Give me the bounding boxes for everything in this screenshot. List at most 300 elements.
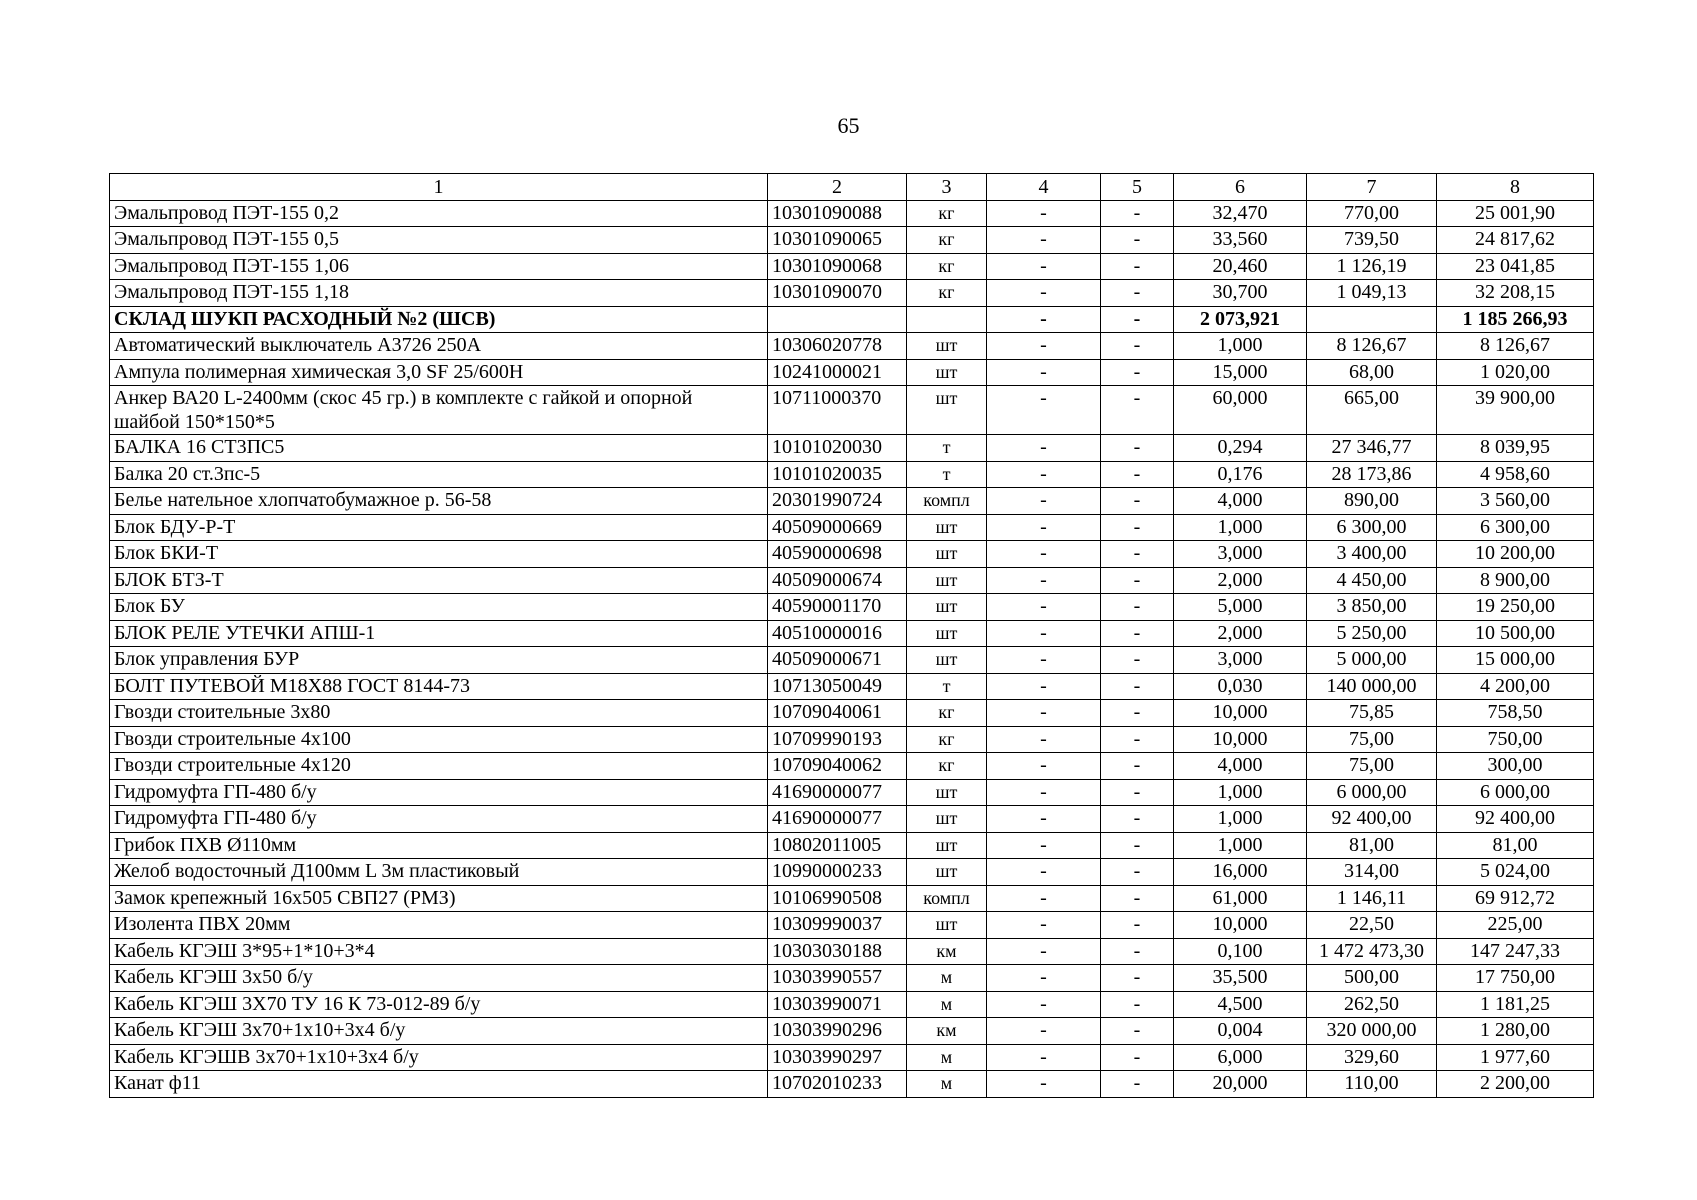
page-number: 65 bbox=[837, 113, 860, 138]
table-row bbox=[110, 333, 1594, 360]
item-code-cell: 10303990557 bbox=[768, 965, 907, 992]
quantity-cell: 0,176 bbox=[1174, 461, 1307, 488]
unit-cell: шт bbox=[907, 541, 987, 568]
col5-cell: - bbox=[1101, 885, 1174, 912]
unit-cell: шт bbox=[907, 912, 987, 939]
quantity-cell: 2,000 bbox=[1174, 567, 1307, 594]
item-code-cell: 10101020035 bbox=[768, 461, 907, 488]
table-row bbox=[110, 541, 1594, 568]
unit-cell: кг bbox=[907, 280, 987, 307]
col4-cell: - bbox=[987, 753, 1101, 780]
quantity-cell: 1,000 bbox=[1174, 333, 1307, 360]
item-name-cell: СКЛАД ШУКП РАСХОДНЫЙ №2 (ШСВ) bbox=[110, 306, 768, 333]
sum-cell: 39 900,00 bbox=[1437, 386, 1594, 435]
item-name-cell: Эмальпровод ПЭТ-155 0,2 bbox=[110, 200, 768, 227]
table-body bbox=[110, 200, 1594, 1097]
col5-cell: - bbox=[1101, 938, 1174, 965]
unit-cell: шт bbox=[907, 333, 987, 360]
item-code-cell: 10709040062 bbox=[768, 753, 907, 780]
col5-cell: - bbox=[1101, 594, 1174, 621]
price-cell: 110,00 bbox=[1307, 1071, 1437, 1098]
table-row bbox=[110, 253, 1594, 280]
price-cell: 1 049,13 bbox=[1307, 280, 1437, 307]
item-name-cell: Блок БКИ-Т bbox=[110, 541, 768, 568]
price-cell: 1 146,11 bbox=[1307, 885, 1437, 912]
sum-cell: 1 280,00 bbox=[1437, 1018, 1594, 1045]
item-code-cell: 10306020778 bbox=[768, 333, 907, 360]
item-name-cell: Кабель КГЭШ 3х50 б/у bbox=[110, 965, 768, 992]
quantity-cell: 60,000 bbox=[1174, 386, 1307, 435]
header-cell-5: 5 bbox=[1101, 174, 1174, 201]
table-row bbox=[110, 594, 1594, 621]
price-cell: 739,50 bbox=[1307, 227, 1437, 254]
price-cell: 314,00 bbox=[1307, 859, 1437, 886]
price-cell: 4 450,00 bbox=[1307, 567, 1437, 594]
quantity-cell: 1,000 bbox=[1174, 806, 1307, 833]
unit-cell: т bbox=[907, 673, 987, 700]
col5-cell: - bbox=[1101, 333, 1174, 360]
item-code-cell: 40509000669 bbox=[768, 514, 907, 541]
price-cell: 27 346,77 bbox=[1307, 435, 1437, 462]
quantity-cell: 10,000 bbox=[1174, 700, 1307, 727]
header-cell-1: 1 bbox=[110, 174, 768, 201]
item-code-cell: 10711000370 bbox=[768, 386, 907, 435]
quantity-cell: 4,000 bbox=[1174, 488, 1307, 515]
price-cell bbox=[1307, 306, 1437, 333]
price-cell: 3 850,00 bbox=[1307, 594, 1437, 621]
quantity-cell: 0,294 bbox=[1174, 435, 1307, 462]
item-name-cell: Гвозди стоительные 3х80 bbox=[110, 700, 768, 727]
item-code-cell: 41690000077 bbox=[768, 806, 907, 833]
table-row bbox=[110, 885, 1594, 912]
unit-cell: м bbox=[907, 991, 987, 1018]
unit-cell: компл bbox=[907, 488, 987, 515]
quantity-cell: 30,700 bbox=[1174, 280, 1307, 307]
col4-cell: - bbox=[987, 227, 1101, 254]
col4-cell: - bbox=[987, 991, 1101, 1018]
unit-cell: компл bbox=[907, 885, 987, 912]
quantity-cell: 20,000 bbox=[1174, 1071, 1307, 1098]
quantity-cell: 0,100 bbox=[1174, 938, 1307, 965]
sum-cell: 1 977,60 bbox=[1437, 1044, 1594, 1071]
col4-cell: - bbox=[987, 1018, 1101, 1045]
col4-cell: - bbox=[987, 333, 1101, 360]
item-name-cell: БЛОК РЕЛЕ УТЕЧКИ АПШ-1 bbox=[110, 620, 768, 647]
unit-cell: км bbox=[907, 938, 987, 965]
unit-cell: м bbox=[907, 1044, 987, 1071]
unit-cell: шт bbox=[907, 359, 987, 386]
unit-cell: кг bbox=[907, 227, 987, 254]
sum-cell: 81,00 bbox=[1437, 832, 1594, 859]
sum-cell: 19 250,00 bbox=[1437, 594, 1594, 621]
sum-cell: 8 126,67 bbox=[1437, 333, 1594, 360]
item-code-cell: 10303990296 bbox=[768, 1018, 907, 1045]
col5-cell: - bbox=[1101, 965, 1174, 992]
col4-cell: - bbox=[987, 280, 1101, 307]
quantity-cell: 6,000 bbox=[1174, 1044, 1307, 1071]
sum-cell: 1 181,25 bbox=[1437, 991, 1594, 1018]
item-name-cell: Анкер ВА20 L-2400мм (скос 45 гр.) в комплекте с гайкой и опорной шайбой 150*150*5 bbox=[110, 386, 768, 435]
item-name-cell: Эмальпровод ПЭТ-155 1,18 bbox=[110, 280, 768, 307]
item-name-cell: Гвозди строительные 4х120 bbox=[110, 753, 768, 780]
price-cell: 329,60 bbox=[1307, 1044, 1437, 1071]
unit-cell: шт bbox=[907, 779, 987, 806]
col5-cell: - bbox=[1101, 359, 1174, 386]
col4-cell: - bbox=[987, 567, 1101, 594]
price-cell: 6 300,00 bbox=[1307, 514, 1437, 541]
quantity-cell: 0,030 bbox=[1174, 673, 1307, 700]
col5-cell: - bbox=[1101, 567, 1174, 594]
sum-cell: 8 039,95 bbox=[1437, 435, 1594, 462]
col5-cell: - bbox=[1101, 306, 1174, 333]
quantity-cell: 1,000 bbox=[1174, 832, 1307, 859]
sum-cell: 1 185 266,93 bbox=[1437, 306, 1594, 333]
price-cell: 81,00 bbox=[1307, 832, 1437, 859]
col4-cell: - bbox=[987, 461, 1101, 488]
price-cell: 6 000,00 bbox=[1307, 779, 1437, 806]
col5-cell: - bbox=[1101, 779, 1174, 806]
col4-cell: - bbox=[987, 938, 1101, 965]
col5-cell: - bbox=[1101, 541, 1174, 568]
sum-cell: 10 200,00 bbox=[1437, 541, 1594, 568]
item-code-cell: 10709040061 bbox=[768, 700, 907, 727]
item-name-cell: Автоматический выключатель А3726 250А bbox=[110, 333, 768, 360]
item-code-cell: 40510000016 bbox=[768, 620, 907, 647]
sum-cell: 15 000,00 bbox=[1437, 647, 1594, 674]
inventory-table bbox=[109, 173, 1594, 1098]
header-cell-2: 2 bbox=[768, 174, 907, 201]
quantity-cell: 2 073,921 bbox=[1174, 306, 1307, 333]
col5-cell: - bbox=[1101, 1044, 1174, 1071]
col5-cell: - bbox=[1101, 700, 1174, 727]
price-cell: 68,00 bbox=[1307, 359, 1437, 386]
quantity-cell: 1,000 bbox=[1174, 514, 1307, 541]
quantity-cell: 10,000 bbox=[1174, 726, 1307, 753]
item-name-cell: Канат ф11 bbox=[110, 1071, 768, 1098]
col5-cell: - bbox=[1101, 832, 1174, 859]
item-code-cell: 10309990037 bbox=[768, 912, 907, 939]
col5-cell: - bbox=[1101, 200, 1174, 227]
item-code-cell: 10713050049 bbox=[768, 673, 907, 700]
item-code-cell: 10301090070 bbox=[768, 280, 907, 307]
col4-cell: - bbox=[987, 1071, 1101, 1098]
col4-cell: - bbox=[987, 620, 1101, 647]
table-row bbox=[110, 227, 1594, 254]
price-cell: 500,00 bbox=[1307, 965, 1437, 992]
item-name-cell: Блок управления БУР bbox=[110, 647, 768, 674]
unit-cell: шт bbox=[907, 567, 987, 594]
table-row bbox=[110, 753, 1594, 780]
unit-cell: т bbox=[907, 461, 987, 488]
table-row bbox=[110, 726, 1594, 753]
sum-cell: 5 024,00 bbox=[1437, 859, 1594, 886]
quantity-cell: 4,500 bbox=[1174, 991, 1307, 1018]
header-cell-3: 3 bbox=[907, 174, 987, 201]
item-name-cell: БОЛТ ПУТЕВОЙ М18Х88 ГОСТ 8144-73 bbox=[110, 673, 768, 700]
col5-cell: - bbox=[1101, 806, 1174, 833]
quantity-cell: 20,460 bbox=[1174, 253, 1307, 280]
table-row bbox=[110, 1044, 1594, 1071]
price-cell: 22,50 bbox=[1307, 912, 1437, 939]
sum-cell: 17 750,00 bbox=[1437, 965, 1594, 992]
sum-cell: 3 560,00 bbox=[1437, 488, 1594, 515]
table-row bbox=[110, 280, 1594, 307]
table-row bbox=[110, 435, 1594, 462]
unit-cell: м bbox=[907, 965, 987, 992]
price-cell: 1 472 473,30 bbox=[1307, 938, 1437, 965]
table-row bbox=[110, 386, 1594, 435]
col4-cell: - bbox=[987, 965, 1101, 992]
section-row bbox=[110, 306, 1594, 333]
price-cell: 92 400,00 bbox=[1307, 806, 1437, 833]
col4-cell: - bbox=[987, 253, 1101, 280]
header-row bbox=[110, 174, 1594, 201]
quantity-cell: 2,000 bbox=[1174, 620, 1307, 647]
quantity-cell: 4,000 bbox=[1174, 753, 1307, 780]
col5-cell: - bbox=[1101, 726, 1174, 753]
table-row bbox=[110, 965, 1594, 992]
item-name-cell: Гидромуфта ГП-480 б/у bbox=[110, 779, 768, 806]
col5-cell: - bbox=[1101, 514, 1174, 541]
item-code-cell: 10802011005 bbox=[768, 832, 907, 859]
table-row bbox=[110, 514, 1594, 541]
table-row bbox=[110, 461, 1594, 488]
col4-cell: - bbox=[987, 673, 1101, 700]
price-cell: 75,85 bbox=[1307, 700, 1437, 727]
unit-cell: кг bbox=[907, 200, 987, 227]
table-row bbox=[110, 912, 1594, 939]
item-name-cell: Кабель КГЭШ 3х70+1х10+3х4 б/у bbox=[110, 1018, 768, 1045]
item-name-cell: БАЛКА 16 СТ3ПС5 bbox=[110, 435, 768, 462]
unit-cell: шт bbox=[907, 620, 987, 647]
price-cell: 262,50 bbox=[1307, 991, 1437, 1018]
table-row bbox=[110, 1071, 1594, 1098]
price-cell: 770,00 bbox=[1307, 200, 1437, 227]
item-code-cell: 40509000671 bbox=[768, 647, 907, 674]
col4-cell: - bbox=[987, 779, 1101, 806]
col4-cell: - bbox=[987, 806, 1101, 833]
col5-cell: - bbox=[1101, 280, 1174, 307]
col4-cell: - bbox=[987, 386, 1101, 435]
col4-cell: - bbox=[987, 200, 1101, 227]
sum-cell: 4 200,00 bbox=[1437, 673, 1594, 700]
table-row bbox=[110, 359, 1594, 386]
item-name-cell: Изолента ПВХ 20мм bbox=[110, 912, 768, 939]
price-cell: 8 126,67 bbox=[1307, 333, 1437, 360]
quantity-cell: 32,470 bbox=[1174, 200, 1307, 227]
col4-cell: - bbox=[987, 859, 1101, 886]
price-cell: 75,00 bbox=[1307, 753, 1437, 780]
item-code-cell: 40590001170 bbox=[768, 594, 907, 621]
item-name-cell: БЛОК БТЗ-Т bbox=[110, 567, 768, 594]
table-row bbox=[110, 620, 1594, 647]
sum-cell: 92 400,00 bbox=[1437, 806, 1594, 833]
unit-cell: шт bbox=[907, 832, 987, 859]
quantity-cell: 3,000 bbox=[1174, 541, 1307, 568]
unit-cell: шт bbox=[907, 859, 987, 886]
table-row bbox=[110, 991, 1594, 1018]
item-code-cell: 10301090088 bbox=[768, 200, 907, 227]
unit-cell: м bbox=[907, 1071, 987, 1098]
price-cell: 890,00 bbox=[1307, 488, 1437, 515]
price-cell: 5 000,00 bbox=[1307, 647, 1437, 674]
col5-cell: - bbox=[1101, 1071, 1174, 1098]
table-row bbox=[110, 488, 1594, 515]
unit-cell: кг bbox=[907, 253, 987, 280]
table-row bbox=[110, 200, 1594, 227]
unit-cell: т bbox=[907, 435, 987, 462]
unit-cell: кг bbox=[907, 753, 987, 780]
item-name-cell: Кабель КГЭШ 3Х70 ТУ 16 К 73-012-89 б/у bbox=[110, 991, 768, 1018]
item-name-cell: Блок БУ bbox=[110, 594, 768, 621]
item-name-cell: Гидромуфта ГП-480 б/у bbox=[110, 806, 768, 833]
sum-cell: 4 958,60 bbox=[1437, 461, 1594, 488]
sum-cell: 300,00 bbox=[1437, 753, 1594, 780]
sum-cell: 758,50 bbox=[1437, 700, 1594, 727]
sum-cell: 750,00 bbox=[1437, 726, 1594, 753]
price-cell: 3 400,00 bbox=[1307, 541, 1437, 568]
item-code-cell bbox=[768, 306, 907, 333]
item-name-cell: Кабель КГЭШВ 3х70+1х10+3х4 б/у bbox=[110, 1044, 768, 1071]
quantity-cell: 10,000 bbox=[1174, 912, 1307, 939]
table-row bbox=[110, 673, 1594, 700]
header-cell-8: 8 bbox=[1437, 174, 1594, 201]
col5-cell: - bbox=[1101, 647, 1174, 674]
price-cell: 665,00 bbox=[1307, 386, 1437, 435]
price-cell: 320 000,00 bbox=[1307, 1018, 1437, 1045]
item-name-cell: Эмальпровод ПЭТ-155 1,06 bbox=[110, 253, 768, 280]
item-name-cell: Блок БДУ-Р-Т bbox=[110, 514, 768, 541]
price-cell: 1 126,19 bbox=[1307, 253, 1437, 280]
item-name-cell: Грибок ПХВ Ø110мм bbox=[110, 832, 768, 859]
item-name-cell: Гвозди строительные 4х100 bbox=[110, 726, 768, 753]
quantity-cell: 35,500 bbox=[1174, 965, 1307, 992]
sum-cell: 23 041,85 bbox=[1437, 253, 1594, 280]
item-code-cell: 10106990508 bbox=[768, 885, 907, 912]
unit-cell: шт bbox=[907, 386, 987, 435]
header-cell-6: 6 bbox=[1174, 174, 1307, 201]
unit-cell: шт bbox=[907, 647, 987, 674]
col4-cell: - bbox=[987, 488, 1101, 515]
sum-cell: 6 300,00 bbox=[1437, 514, 1594, 541]
quantity-cell: 1,000 bbox=[1174, 779, 1307, 806]
col5-cell: - bbox=[1101, 991, 1174, 1018]
item-name-cell: Замок крепежный 16х505 СВП27 (РМЗ) bbox=[110, 885, 768, 912]
item-code-cell: 10301090068 bbox=[768, 253, 907, 280]
sum-cell: 32 208,15 bbox=[1437, 280, 1594, 307]
unit-cell: шт bbox=[907, 594, 987, 621]
item-name-cell: Желоб водосточный Д100мм L 3м пластиковый bbox=[110, 859, 768, 886]
col5-cell: - bbox=[1101, 488, 1174, 515]
price-cell: 140 000,00 bbox=[1307, 673, 1437, 700]
col4-cell: - bbox=[987, 726, 1101, 753]
unit-cell: шт bbox=[907, 806, 987, 833]
col5-cell: - bbox=[1101, 253, 1174, 280]
sum-cell: 25 001,90 bbox=[1437, 200, 1594, 227]
item-code-cell: 20301990724 bbox=[768, 488, 907, 515]
quantity-cell: 61,000 bbox=[1174, 885, 1307, 912]
item-code-cell: 41690000077 bbox=[768, 779, 907, 806]
sum-cell: 2 200,00 bbox=[1437, 1071, 1594, 1098]
col5-cell: - bbox=[1101, 1018, 1174, 1045]
quantity-cell: 3,000 bbox=[1174, 647, 1307, 674]
price-cell: 28 173,86 bbox=[1307, 461, 1437, 488]
col4-cell: - bbox=[987, 435, 1101, 462]
col4-cell: - bbox=[987, 359, 1101, 386]
item-code-cell: 10301090065 bbox=[768, 227, 907, 254]
col5-cell: - bbox=[1101, 620, 1174, 647]
sum-cell: 147 247,33 bbox=[1437, 938, 1594, 965]
price-cell: 5 250,00 bbox=[1307, 620, 1437, 647]
item-code-cell: 40590000698 bbox=[768, 541, 907, 568]
col4-cell: - bbox=[987, 1044, 1101, 1071]
quantity-cell: 16,000 bbox=[1174, 859, 1307, 886]
item-code-cell: 10241000021 bbox=[768, 359, 907, 386]
item-code-cell: 10702010233 bbox=[768, 1071, 907, 1098]
sum-cell: 8 900,00 bbox=[1437, 567, 1594, 594]
table-row bbox=[110, 938, 1594, 965]
col5-cell: - bbox=[1101, 461, 1174, 488]
col4-cell: - bbox=[987, 514, 1101, 541]
unit-cell: шт bbox=[907, 514, 987, 541]
table-row bbox=[110, 700, 1594, 727]
sum-cell: 6 000,00 bbox=[1437, 779, 1594, 806]
sum-cell: 69 912,72 bbox=[1437, 885, 1594, 912]
sum-cell: 225,00 bbox=[1437, 912, 1594, 939]
col4-cell: - bbox=[987, 594, 1101, 621]
unit-cell: кг bbox=[907, 700, 987, 727]
col4-cell: - bbox=[987, 832, 1101, 859]
item-name-cell: Эмальпровод ПЭТ-155 0,5 bbox=[110, 227, 768, 254]
sum-cell: 1 020,00 bbox=[1437, 359, 1594, 386]
col4-cell: - bbox=[987, 912, 1101, 939]
col5-cell: - bbox=[1101, 673, 1174, 700]
price-cell: 75,00 bbox=[1307, 726, 1437, 753]
item-code-cell: 10990000233 bbox=[768, 859, 907, 886]
item-name-cell: Кабель КГЭШ 3*95+1*10+3*4 bbox=[110, 938, 768, 965]
col5-cell: - bbox=[1101, 386, 1174, 435]
table-row bbox=[110, 1018, 1594, 1045]
item-code-cell: 10303990071 bbox=[768, 991, 907, 1018]
item-code-cell: 10101020030 bbox=[768, 435, 907, 462]
unit-cell: кг bbox=[907, 726, 987, 753]
quantity-cell: 0,004 bbox=[1174, 1018, 1307, 1045]
sum-cell: 24 817,62 bbox=[1437, 227, 1594, 254]
header-cell-4: 4 bbox=[987, 174, 1101, 201]
table-row bbox=[110, 647, 1594, 674]
header-cell-7: 7 bbox=[1307, 174, 1437, 201]
table-row bbox=[110, 779, 1594, 806]
col4-cell: - bbox=[987, 885, 1101, 912]
sum-cell: 10 500,00 bbox=[1437, 620, 1594, 647]
table-row bbox=[110, 859, 1594, 886]
item-code-cell: 10709990193 bbox=[768, 726, 907, 753]
quantity-cell: 5,000 bbox=[1174, 594, 1307, 621]
col5-cell: - bbox=[1101, 859, 1174, 886]
col4-cell: - bbox=[987, 306, 1101, 333]
quantity-cell: 15,000 bbox=[1174, 359, 1307, 386]
col4-cell: - bbox=[987, 700, 1101, 727]
col4-cell: - bbox=[987, 541, 1101, 568]
unit-cell bbox=[907, 306, 987, 333]
item-name-cell: Балка 20 ст.3пс-5 bbox=[110, 461, 768, 488]
col4-cell: - bbox=[987, 647, 1101, 674]
quantity-cell: 33,560 bbox=[1174, 227, 1307, 254]
unit-cell: км bbox=[907, 1018, 987, 1045]
table-row bbox=[110, 806, 1594, 833]
table-row bbox=[110, 567, 1594, 594]
table-row bbox=[110, 832, 1594, 859]
